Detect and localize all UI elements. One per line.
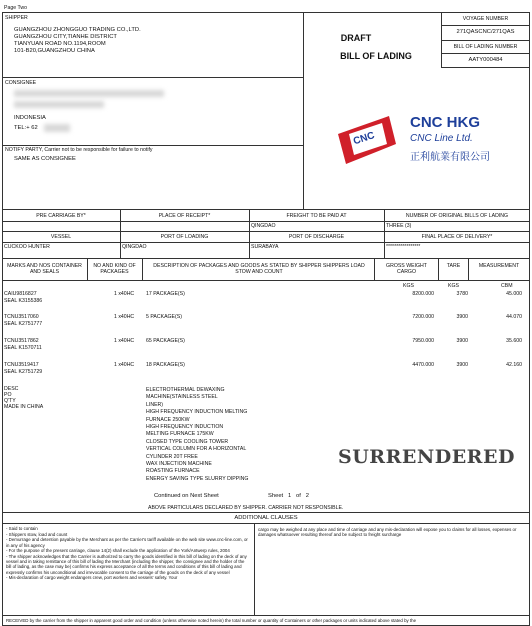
packages-header: NO AND KIND OF PACKAGES (93, 263, 136, 275)
voyage-label: VOYAGE NUMBER (462, 16, 509, 22)
cnc-logo-text: CNC (352, 130, 377, 148)
clause-item: - Said to contain (6, 526, 38, 531)
shipper-line: GUANGZHOU CITY,TIANHE DISTRICT (14, 34, 117, 40)
gross-weight: 4470.000 (412, 362, 434, 368)
measurement-unit: CBM (501, 283, 513, 289)
redacted-text (14, 101, 104, 108)
clause-item: - Mis-declaration of cargo weight endangers crew, port workers and vessels' safety. Your (6, 575, 178, 581)
divider (2, 258, 530, 259)
page-number: Page Two (4, 5, 27, 11)
consignee-country: INDONESIA (14, 115, 46, 121)
company-sub: CNC Line Ltd. (410, 133, 473, 144)
seal-number: SEAL K2751777 (4, 321, 43, 327)
container-row (4, 314, 530, 338)
shipper-line: GUANGZHOU ZHONGGUO TRADING CO.,LTD. (14, 27, 141, 33)
divider (2, 145, 303, 146)
goods-line: HIGH FREQUENCY INDUCTION (146, 424, 224, 431)
tare-weight: 3900 (456, 338, 468, 344)
container-number: TCNU3517060 (4, 314, 39, 320)
desc-key: Q'TY (4, 398, 16, 404)
goods-line: ROASTING FURNACE (146, 468, 200, 475)
seal-number: SEAL K1570711 (4, 345, 42, 351)
company-chinese-name: 正利航業有限公司 (410, 152, 490, 163)
gross-weight: 7950.000 (412, 338, 434, 344)
redacted-text (14, 90, 164, 97)
seal-number: SEAL K3155386 (4, 298, 43, 304)
container-row (4, 338, 530, 362)
desc-key: MADE IN CHINA (4, 404, 44, 410)
measurement-cbm: 45.000 (506, 291, 522, 297)
divider (254, 523, 255, 615)
surrendered-stamp: SURRENDERED (338, 446, 515, 468)
container-qty: 1 x40HC (114, 314, 135, 320)
goods-line: ELECTROTHERMAL DEWAXING (146, 387, 225, 393)
goods-line: LINER) (146, 401, 164, 408)
desc-key: PO (4, 392, 12, 398)
goods-line: VERTICAL COLUMN FOR A HORIZONTAL (146, 446, 247, 453)
divider (2, 209, 530, 210)
clauses-right: cargo may be weighed at any place and time of carriage and any mis-declaration will expose you to claims for all losses, expenses or damages whatsoever resulting thereof and be subject to freight surcharge (258, 527, 517, 538)
divider (2, 615, 530, 616)
container-row (4, 291, 530, 315)
bl-number-label: BILL OF LADING NUMBER (453, 44, 518, 50)
container-qty: 1 x40HC (114, 362, 135, 368)
marks-header: MARKS AND NOS CONTAINER AND SEALS (7, 263, 82, 275)
goods-line: MACHINE(STAINLESS STEEL (146, 394, 218, 401)
package-count: 5 PACKAGE(S) (146, 314, 182, 320)
measurement-cbm: 35.600 (506, 338, 522, 344)
original-bills-value: THREE (3) (386, 223, 412, 229)
vessel-label: VESSEL (50, 234, 72, 240)
divider (2, 242, 530, 243)
delivery-value: ***************** (386, 244, 421, 250)
container-number: TCNU3517862 (4, 338, 39, 344)
divider (438, 258, 439, 280)
clause-item: - The shipper acknowledges that the Carrier is authorized to carry the goods identified in this bill of lading on the deck of any vessel and in taking remittance of this bill of lading the Merchant (including the shipper, the consignee and the holder of the bill of lading, as the case may be) confirms his express acceptance of all the terms and conditions of this bill of lading and expressly confirms his unconditional and irrevocable consent to the carriage of the goods on the deck of any vessel (6, 554, 247, 575)
package-count: 65 PACKAGE(S) (146, 338, 185, 344)
received-clause: RECEIVED by the carrier from the shipper in apparent good order and condition (unless otherwise noted herein) the total number or quantity of Containers or other packages or units indicated above stated by the (6, 618, 417, 623)
divider (374, 258, 375, 280)
gross-unit: KGS (403, 283, 414, 289)
clause-item: - Demurrage and detention payable by the Merchant as per the Carrier's tariff available on the web site www.cnc-line.com, or in any of his agency (6, 537, 248, 548)
shipper-label: SHIPPER (5, 15, 28, 21)
tare-header: TARE (446, 263, 461, 269)
goods-line: CYLINDER 20T FREE (146, 453, 198, 460)
container-number: TCNU3519417 (4, 362, 39, 368)
sheet-count: Sheet 1 of 2 (268, 493, 309, 499)
clauses-left (6, 526, 250, 581)
divider (441, 25, 530, 26)
gross-weight: 8200.000 (412, 291, 434, 297)
divider (2, 523, 530, 524)
divider (2, 221, 530, 222)
consignee-label: CONSIGNEE (5, 80, 37, 86)
divider (441, 53, 530, 54)
continued-note: Continued on Next Sheet (154, 493, 219, 499)
desc-key: DESC (4, 386, 19, 392)
company-name: CNC HKG (410, 114, 480, 131)
measurement-cbm: 44.070 (506, 314, 522, 320)
seal-number: SEAL K2751729 (4, 369, 43, 375)
tare-weight: 3900 (456, 314, 468, 320)
delivery-label: FINAL PLACE OF DELIVERY* (421, 234, 493, 240)
tare-unit: KGS (448, 283, 459, 289)
pre-carriage-label: PRE CARRIAGE BY* (36, 213, 86, 219)
divider (2, 231, 530, 232)
vessel-value: CUCKOO HUNTER (4, 244, 50, 250)
divider (2, 512, 530, 513)
notify-value: SAME AS CONSIGNEE (14, 156, 76, 162)
container-qty: 1 x40HC (114, 291, 135, 297)
container-qty: 1 x40HC (114, 338, 135, 344)
container-number: CAIU9816827 (4, 291, 37, 297)
bill-title: BILL OF LADING (340, 51, 412, 61)
goods-line: MELTING FURNACE 175KW (146, 431, 214, 438)
original-bills-label: NUMBER OF ORIGINAL BILLS OF LADING (405, 213, 509, 219)
package-count: 17 PACKAGE(S) (146, 291, 185, 297)
receipt-label: PLACE OF RECEIPT* (158, 213, 211, 219)
shipper-line: TIANYUAN ROAD NO.1194,ROOM (14, 41, 106, 47)
divider (2, 280, 530, 281)
measurement-header: MEASUREMENT (478, 263, 520, 269)
divider (303, 12, 304, 209)
clause-item: - For the purpose of the present carriage, clause 14(2) shall exclude the application of the York/Antwerp rules, 2004 (6, 548, 230, 554)
shipper-declaration: ABOVE PARTICULARS DECLARED BY SHIPPER. CARRIER NOT RESPONSIBLE. (148, 505, 344, 511)
redacted-text (44, 124, 70, 132)
goods-line: CLOSED TYPE COOLING TOWER (146, 438, 229, 445)
divider (2, 77, 303, 78)
goods-line: FURNACE 250KW (146, 416, 190, 423)
freight-label: FREIGHT TO BE PAID AT (286, 213, 347, 219)
tare-weight: 3900 (456, 362, 468, 368)
package-count: 18 PACKAGE(S) (146, 362, 185, 368)
goods-description (146, 387, 248, 483)
goods-line: ENERGY SAVING TYPE SLURRY DIPPING (146, 475, 249, 482)
divider (142, 258, 143, 280)
description-header: DESCRIPTION OF PACKAGES AND GOODS AS STATED BY SHIPPER SHIPPERS LOAD STOW AND COUNT (153, 263, 365, 275)
goods-line: HIGH FREQUENCY INDUCTION MELTING (146, 409, 248, 416)
additional-clauses-title: ADDITIONAL CLAUSES (234, 515, 298, 521)
divider (441, 40, 530, 41)
freight-value: QINGDAO (251, 223, 276, 229)
voyage-value: 271QASCNC/271QAS (456, 29, 515, 35)
description-keys (4, 386, 43, 410)
draft-title: DRAFT (340, 33, 372, 43)
cnc-logo-mark (334, 114, 400, 166)
discharge-value: SURABAYA (251, 244, 279, 250)
divider (468, 258, 469, 280)
loading-label: PORT OF LOADING (160, 234, 209, 240)
notify-label: NOTIFY PARTY, Carrier not to be responsible for failure to notify (5, 147, 153, 153)
loading-value: QINGDAO (122, 244, 147, 250)
goods-line: WAX INJECTION MACHINE (146, 461, 212, 468)
bl-number-value: AATY000484 (468, 57, 503, 63)
clause-item: - Shippers stow, load and count (6, 531, 68, 537)
discharge-label: PORT OF DISCHARGE (288, 234, 345, 240)
tare-weight: 3780 (456, 291, 468, 297)
container-row (4, 362, 530, 386)
gross-weight-header: GROSS WEIGHT CARGO (386, 263, 427, 275)
measurement-cbm: 42.160 (506, 362, 522, 368)
shipper-line: 101-B20,GUANGZHOU CHINA (14, 48, 95, 54)
consignee-tel: TEL:+ 62 (14, 125, 38, 131)
gross-weight: 7200.000 (412, 314, 434, 320)
shipper-address (14, 27, 141, 55)
